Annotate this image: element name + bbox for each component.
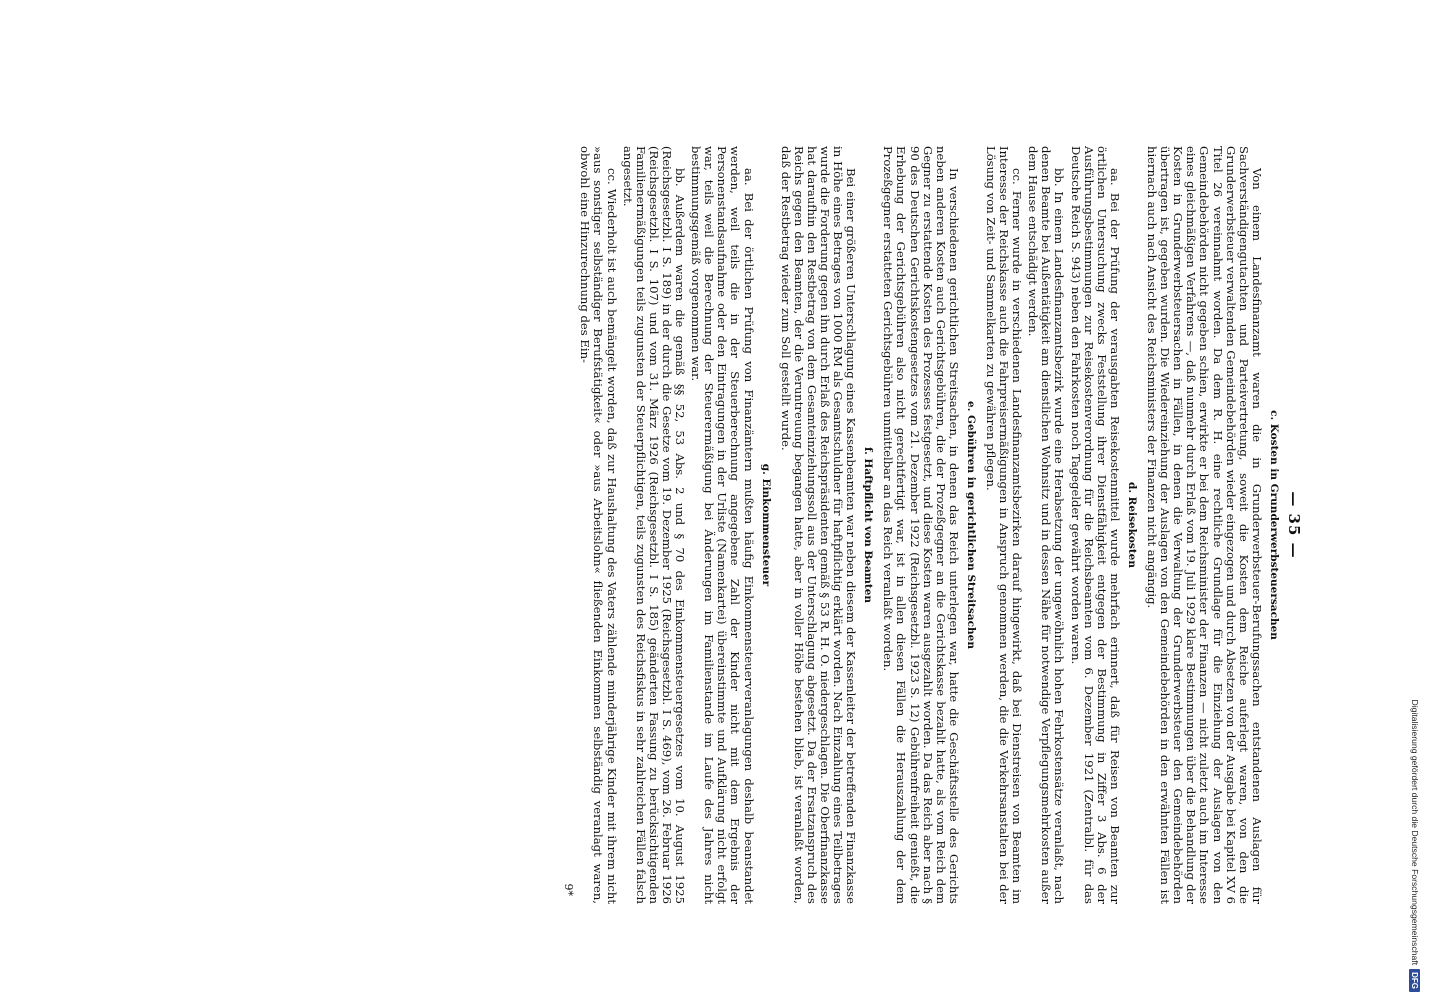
rotated-page-scan [120, 140, 1303, 910]
digitization-credit [1404, 8, 1434, 992]
section-kosten-grunderwerbsteuer [1145, 146, 1280, 904]
section-haftpflicht [779, 146, 875, 904]
credit-text: Digitalisierung gefördert durch die Deutsche Forschungsgemeinschaft [1410, 699, 1420, 966]
document-page [120, 140, 1303, 910]
section-heading: e. Gebühren in gerichtlichen Streitsachen [964, 401, 977, 649]
paragraph: bb. In einem Landesfinanzamtsbezirk wurde eine Herabsetzung der ungewöhnlich hohen Fehrkostensätze veranlaßt, nach denen Beamte bei Außentätigkeit am dienstlichen Wohnsitz und in dessen Nähe für notwendige Verpflegungsmehrkosten außer dem Hause entschädigt werden. [1026, 146, 1067, 904]
paragraph: bb. Außerdem waren die gemäß §§ 52, 53 Abs. 2 und § 70 des Einkommensteuergesetzes vom 10. August 1925 (Reichsgesetzbl. I S. 189) in der durch die Gesetze vom 19. Dezember 1925 (Reichsgesetzbl. I S. 469), vom 26. Februar 1926 (Reichsgesetzbl. I S. 107) und vom 31. März 1926 (Reichsgesetzbl. I S. 185) geänderten Fassung zu berücksichtigenden Familienermäßigungen teils zugunsten der Steuerpflichtigen, teils zugunsten des Reichsfiskus in sehr zahlreichen Fällen falsch angesetzt. [620, 146, 688, 904]
section-heading: c. Kosten in Grunderwerbsteuersachen [1267, 410, 1280, 640]
section-heading: f. Haftpflicht von Beamten [862, 446, 875, 604]
section-heading: g. Einkommensteuer [759, 463, 772, 587]
paragraph: Bei einer größeren Unterschlagung eines Kassenbeamten war neben diesem der Kassenleiter der betreffenden Finanzkasse in Höhe eines Betrages von 1000 RM als Gesamtschuldner für haftpflichtig erklärt worden. Nach Einzahlung eines Teilbetrages wurde die Forderung gegen ihn durch Erlaß des Reichspräsidenten gemäß § 53 R. H. O. niedergeschlagen. Die Oberfinanzkasse hat daraufhin den Restbetrag von dem Gesamteinziehungssoll aus der Unterschlagung abgesetzt. Da der Ersatzanspruch des Reichs gegen den Beamten, der die Veruntreuung begangen hatte, aber in voller Höhe bestehen blieb, ist veranlaßt worden, daß der Restbetrag wieder zum Soll gestellt wurde. [778, 146, 859, 904]
section-gebuehren [881, 146, 977, 904]
paragraph: Von einem Landesfinanzamt waren die in Grunderwerbsteuer-Berufungssachen entstandenen Auslagen für Sachverständigengutachten und Parteivertretung, soweit die Kosten dem Reiche auferlegt waren, von den die Grunderwerbsteuer verwaltenden Gemeindebehörden wieder eingezogen und durch Absetzen von der Ausgabe bei Kapitel XV 6 Titel 26 vereinnahmt worden. Da dem R. H. eine rechtliche Grundlage für die Einziehung der Auslagen von den Gemeindebehörden nicht gegeben schien, erwirkte er bei dem Reichsminister der Finanzen — nicht zuletzt auch im Interesse eines gleichmäßigen Verfahrens —, daß nunmehr durch Erlaß vom 19. Juli 1929 klare Bestimmungen über die Behandlung der Kosten in Grunderwerbsteuersachen in Fällen, in denen die Verwaltung der Grunderwerbsteuer den Gemeindebehörden übertragen ist, gegeben wurden. Die Wiedereinziehung der Auslagen von den Gemeindebehörden in den erwähnten Fällen ist hiernach auch nach Ansicht des Reichsministers der Finanzen nicht angängig. [1145, 146, 1264, 904]
signature-mark: 9* [562, 883, 576, 896]
section-einkommensteuer [578, 146, 771, 904]
paragraph: aa. Bei der örtlichen Prüfung von Finanzämtern mußten häufig Einkommensteuerveranlagungen deshalb beanstandet werden, weil teils die in der Steuerberechnung angegebene Zahl der Kinder nicht mit dem Ergebnis der Personenstandsaufnahme oder den Eintragungen in der Urliste (Namenkartei) übereinstimmte und Aufklärung nicht erfolgt war, teils weil die Berechnung der Steuerermäßigung bei Änderungen im Familienstande im Laufe des Jahres nicht bestimmungsgemäß vorgenommen war. [689, 146, 756, 904]
paragraph: In verschiedenen gerichtlichen Streitsachen, in denen das Reich unterlegen war, hatte die Geschäftsstelle des Gerichts neben anderen Kosten auch Gerichtsgebühren, die der Prozeßgegner an die Gerichtskasse bezahlt hatte, als vom Reich dem Gegner zu erstattende Kosten des Prozesses festgesetzt, und diese Kosten waren ausgezahlt worden. Da das Reich aber nach § 90 des Deutschen Gerichtskostengesetzes vom 21. Dezember 1922 (Reichsgesetzbl. 1923 S. 12) Gebührenfreiheit genießt, die Erhebung der Gerichtsgebühren also nicht gerechtfertigt war, ist in allen diesen Fällen die Herauszahlung der dem Prozeßgegner erstatteten Gerichtsgebühren unmittelbar an das Reich veranlaßt worden. [881, 146, 961, 904]
paragraph: cc. Ferner wurde in verschiedenen Landesfinanzamtsbezirken darauf hingewirkt, daß bei Dienstreisen von Beamten im Interesse der Reichskasse auch die Fahrpreisermäßigungen in Anspruch genommen werden, die die Verkehrsanstalten bei der Lösung von Zeit- und Sammelkarten zu gewähren pflegen. [984, 146, 1025, 904]
paragraph: cc. Wiederholt ist auch bemängelt worden, daß zur Haushaltung des Vaters zählende minderjährige Kinder mit ihrem nicht »aus sonstiger selbständiger Berufstätigkeit« oder »aus Arbeitslohn« fließenden Einkommen selbständig veranlagt waren, obwohl eine Hinzurechnung des Ein- [578, 146, 619, 904]
dfg-logo: DFG [1410, 969, 1421, 992]
section-heading: d. Reisekosten [1125, 482, 1138, 568]
page-number: — 35 — [1285, 491, 1303, 559]
paragraph: aa. Bei der Prüfung der verausgabten Reisekostenmittel wurde mehrfach erinnert, daß für Reisen von Beamten zur örtlichen Untersuchung zwecks Feststellung ihrer Dienstfähigkeit entgegen der Bestimmung in Ziffer 3 Abs. 6 der Ausführungsbestimmungen zur Reisekostenverordnung für die Reichsbeamten vom 6. Dezember 1921 (Zentralbl. für das Deutsche Reich S. 943) neben den Fahrkosten noch Tagegelder gewährt worden waren. [1068, 146, 1122, 904]
section-reisekosten [984, 146, 1138, 904]
